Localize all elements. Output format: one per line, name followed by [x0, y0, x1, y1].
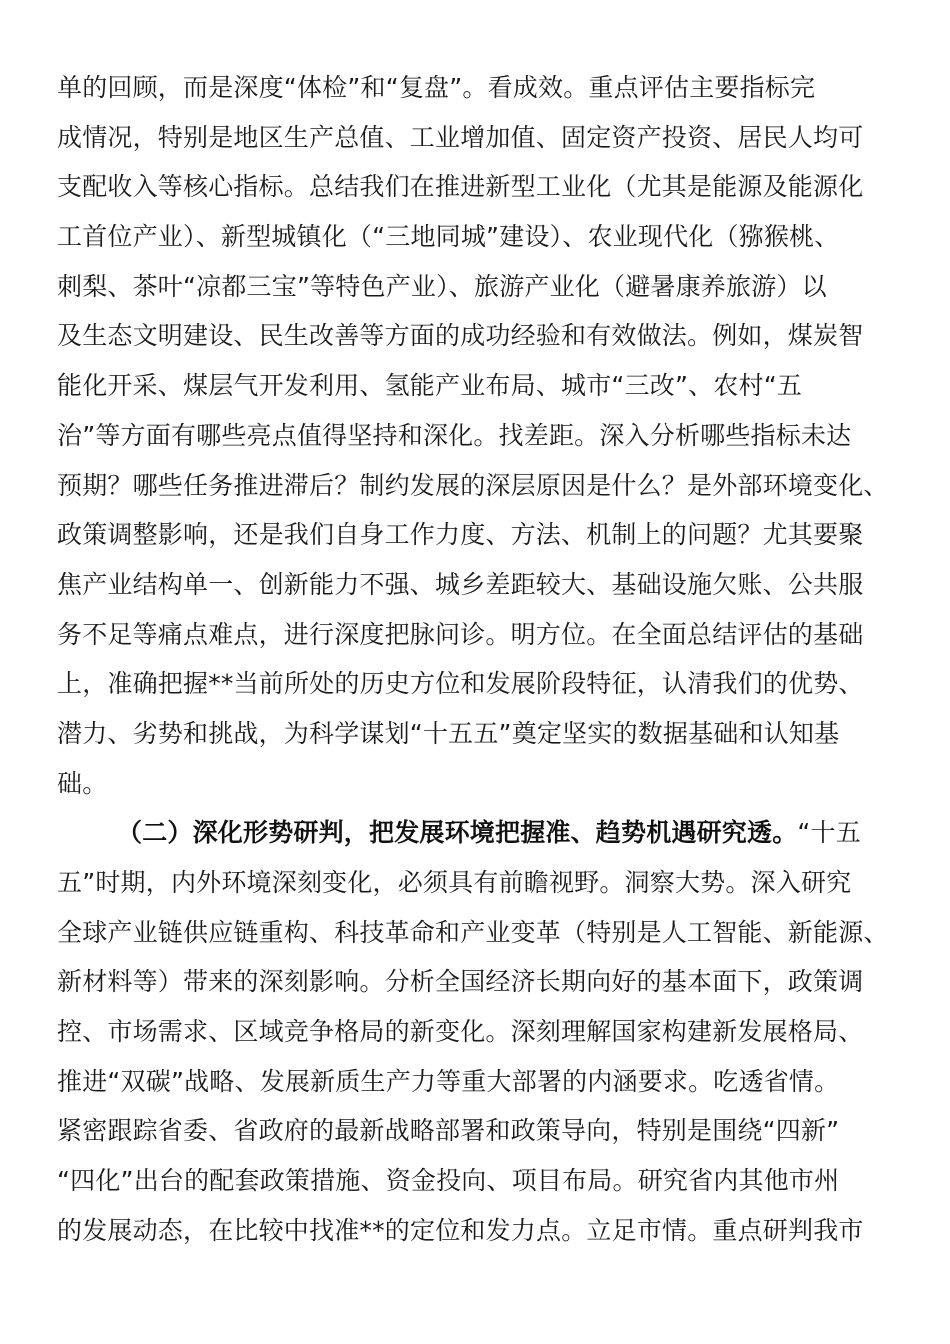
text-line: “四化”出台的配套政策措施、资金投向、项目布局。研究省内其他市州	[57, 1166, 840, 1196]
text-line: 及生态文明建设、民生改善等方面的成功经验和有效做法。例如，煤炭智	[57, 321, 864, 351]
text-line: 焦产业结构单一、创新能力不强、城乡差距较大、基础设施欠账、公共服	[57, 569, 864, 599]
text-line: 全球产业链供应链重构、科技革命和产业变革（特别是人工智能、新能源、	[57, 917, 889, 947]
text-line: 推进“双碳”战略、发展新质生产力等重大部署的内涵要求。吃透省情。	[57, 1066, 840, 1096]
text-line: 上，准确把握**当前所处的历史方位和发展阶段特征，认清我们的优势、	[57, 669, 864, 699]
body-text	[57, 63, 897, 1256]
text-line: 能化开采、煤层气开发利用、氢能产业布局、城市“三改”、农村“五	[57, 371, 803, 401]
text-line: 工首位产业）、新型城镇化（“三地同城”建设）、农业现代化（猕猴桃、	[57, 222, 840, 252]
text-line: 刺梨、茶叶“凉都三宝”等特色产业）、旅游产业化（避暑康养旅游）以	[57, 271, 827, 301]
text-line: 潜力、劣势和挑战，为科学谋划“十五五”奠定坚实的数据基础和认知基	[57, 718, 840, 748]
text-line: 预期？哪些任务推进滞后？制约发展的深层原因是什么？是外部环境变化、	[57, 470, 889, 500]
text-line: 五”时期，内外环境深刻变化，必须具有前瞻视野。洞察大势。深入研究	[57, 868, 852, 897]
text-line: 政策调整影响，还是我们自身工作力度、方法、机制上的问题？尤其要聚	[57, 520, 864, 550]
text-line: 紧密跟踪省委、省政府的最新战略部署和政策导向，特别是围绕“四新”	[57, 1116, 840, 1146]
text-line: 控、市场需求、区域竞争格局的新变化。深刻理解国家构建新发展格局、	[57, 1017, 864, 1047]
text-line: 成情况，特别是地区生产总值、工业增加值、固定资产投资、居民人均可	[57, 122, 864, 152]
text-line: 础。	[57, 768, 108, 798]
text-line: 新材料等）带来的深刻影响。分析全国经济长期向好的基本面下，政策调	[57, 967, 864, 997]
text-line: 的发展动态，在比较中找准**的定位和发力点。立足市情。重点研判我市	[57, 1215, 864, 1245]
text-line: 治”等方面有哪些亮点值得坚持和深化。找差距。深入分析哪些指标未达	[57, 420, 852, 450]
text-line: 单的回顾，而是深度“体检”和“复盘”。看成效。重点评估主要指标完	[57, 73, 816, 102]
text-line: 支配收入等核心指标。总结我们在推进新型工业化（尤其是能源及能源化	[57, 172, 864, 202]
section-heading: （二）深化形势研判，把发展环境把握准、趋势机遇研究透。	[117, 818, 798, 848]
text-line: 务不足等痛点难点，进行深度把脉问诊。明方位。在全面总结评估的基础	[57, 619, 864, 649]
section-heading-line	[57, 808, 897, 858]
section-heading-rest: “十五	[797, 818, 861, 848]
